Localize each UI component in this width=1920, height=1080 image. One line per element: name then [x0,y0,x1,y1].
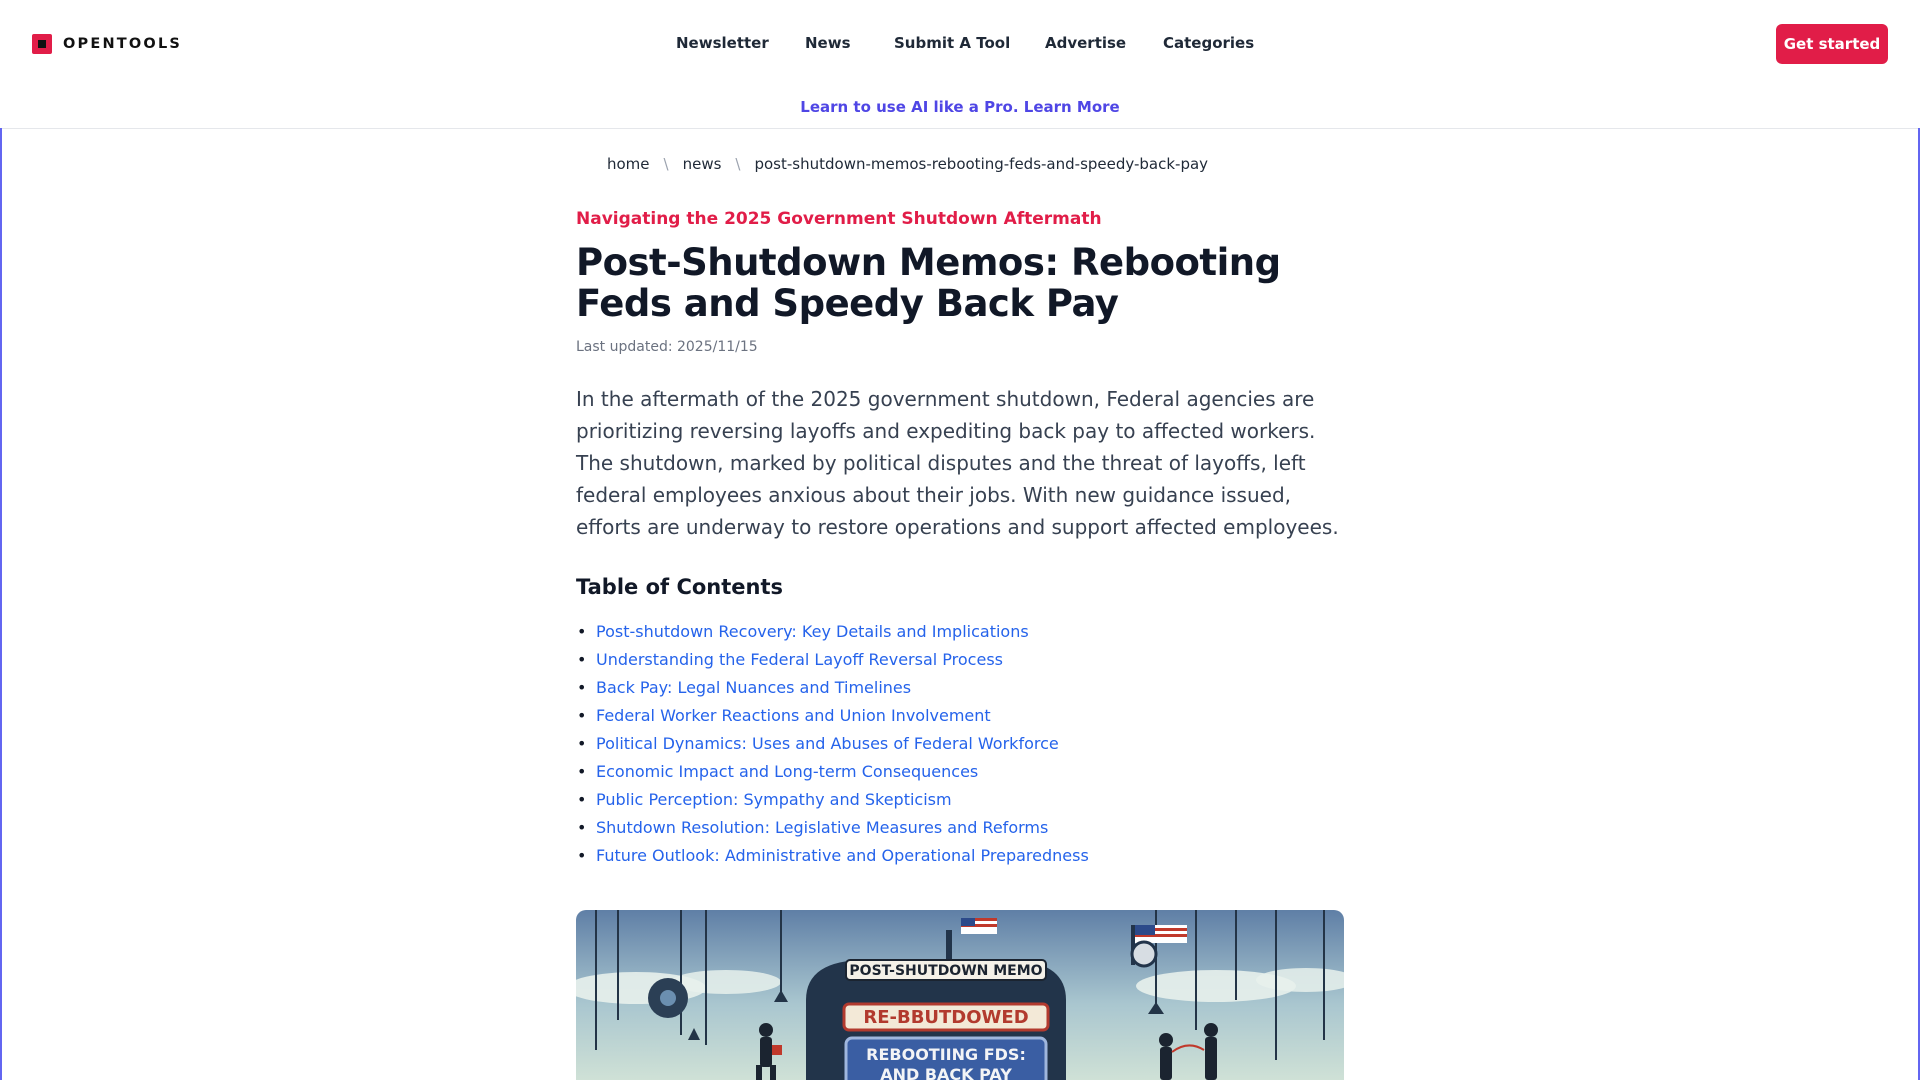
nav-submit-a-tool[interactable]: Submit A Tool [894,34,1011,52]
breadcrumb-separator: \ [663,155,669,173]
breadcrumb-home[interactable]: home [607,155,650,173]
breadcrumb [607,155,1208,173]
toc-heading: Table of Contents [576,575,784,599]
toc-link[interactable]: Post-shutdown Recovery: Key Details and Implications [596,622,1029,641]
toc-link[interactable]: Understanding the Federal Layoff Reversal Process [596,650,1003,669]
hero-sign-bottom-1: REBOOTIING FDS: [866,1045,1026,1064]
nav-categories[interactable]: Categories [1163,34,1255,52]
toc-item [576,674,1089,702]
toc-link[interactable]: Public Perception: Sympathy and Skepticism [596,790,952,809]
hero-sign-middle: RE-BBUTDOWED [863,1007,1029,1028]
hero-sign-bottom-2: AND BACK PAY [880,1065,1012,1080]
article-lead: In the aftermath of the 2025 government shutdown, Federal agencies are prioritizing reversing layoffs and expediting back pay to affected workers. The shutdown, marked by political disputes and the threat of layoffs, left federal employees anxious about their jobs. With new guidance issued, efforts are underway to restore operations and support affected employees. [576,387,1339,539]
hero-image [576,910,1344,1080]
toc-item [576,758,1089,786]
get-started-button[interactable]: Get started [1776,24,1888,64]
site-header [0,0,1920,88]
breadcrumb-separator: \ [735,155,741,173]
toc-item [576,842,1089,870]
article-title: Post-Shutdown Memos: Rebooting Feds and Speedy Back Pay [576,241,1281,325]
toc-link[interactable]: Shutdown Resolution: Legislative Measures and Reforms [596,818,1049,837]
toc-item [576,702,1089,730]
nav-newsletter[interactable]: Newsletter [676,34,769,52]
toc-link[interactable]: Future Outlook: Administrative and Operational Preparedness [596,846,1089,865]
promo-banner-link[interactable]: Learn to use AI like a Pro. Learn More [800,98,1120,116]
nav-news[interactable]: News [805,34,851,52]
table-of-contents [576,618,1089,870]
hero-illustration [576,910,1344,1080]
breadcrumb-news[interactable]: news [682,155,722,173]
breadcrumb-current[interactable]: post-shutdown-memos-rebooting-feds-and-speedy-back-pay [754,155,1209,173]
toc-link[interactable]: Back Pay: Legal Nuances and Timelines [596,678,912,697]
toc-item [576,646,1089,674]
hero-sign-top: POST-SHUTDOWN MEMO [849,963,1043,979]
frame-border-left [0,128,2,1080]
nav-advertise[interactable]: Advertise [1045,34,1127,52]
content-divider [0,128,1920,129]
toc-link[interactable]: Economic Impact and Long-term Consequences [596,762,979,781]
toc-item [576,814,1089,842]
main-nav [0,34,1920,54]
toc-item [576,730,1089,758]
toc-link[interactable]: Political Dynamics: Uses and Abuses of Federal Workforce [596,734,1059,753]
last-updated: Last updated: 2025/11/15 [576,339,758,355]
toc-link[interactable]: Federal Worker Reactions and Union Involvement [596,706,991,725]
logo-text: OPENTOOLS [63,36,183,52]
article-category[interactable]: Navigating the 2025 Government Shutdown Aftermath [576,209,1102,229]
toc-item [576,618,1089,646]
toc-item [576,786,1089,814]
